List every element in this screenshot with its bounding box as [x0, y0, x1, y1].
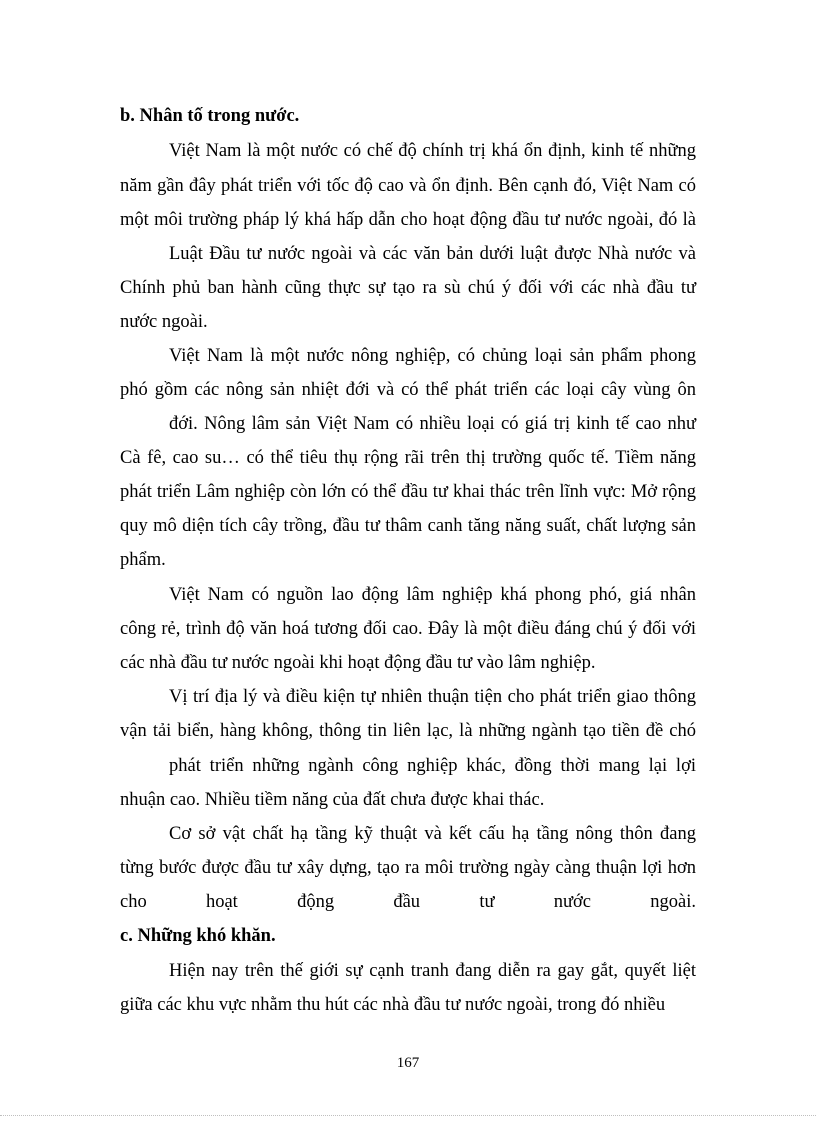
paragraph-line: đới. Nông lâm sản Việt Nam có nhiều loại có giá trị kinh tế cao như	[169, 414, 696, 434]
paragraph-line: vận tải biển, hàng không, thông tin liên lạc, là những ngành tạo tiền đề chó	[120, 721, 696, 741]
paragraph-line: phát triển Lâm nghiệp còn lớn có thể đầu tư khai thác trên lĩnh vực: Mở rộng	[120, 482, 696, 502]
paragraph-line: Việt Nam có nguồn lao động lâm nghiệp khá phong phó, giá nhân	[169, 585, 696, 605]
paragraph-line: phẩm.	[120, 550, 166, 570]
footer-divider	[0, 1115, 816, 1116]
paragraph-line: phó gồm các nông sản nhiệt đới và có thể phát triển các loại cây vùng ôn	[120, 380, 696, 400]
paragraph-line: năm gần đây phát triển với tốc độ cao và ổn định. Bên cạnh đó, Việt Nam có	[120, 176, 696, 196]
paragraph-line: từng bước được đầu tư xây dựng, tạo ra môi trường ngày càng thuận lợi hơn	[120, 858, 696, 878]
paragraph-line: Việt Nam là một nước nông nghiệp, có chủng loại sản phẩm phong	[169, 346, 696, 366]
paragraph-line: cho hoạt động đầu tư nước ngoài.	[120, 892, 696, 912]
paragraph-line: quy mô diện tích cây trồng, đầu tư thâm canh tăng năng suất, chất lượng sản	[120, 516, 696, 536]
paragraph-line: Hiện nay trên thế giới sự cạnh tranh đang diễn ra gay gắt, quyết liệt	[169, 961, 696, 981]
paragraph-line: các nhà đầu tư nước ngoài khi hoạt động đầu tư vào lâm nghiệp.	[120, 653, 596, 673]
page-number: 167	[396, 1055, 420, 1071]
paragraph-line: Luật Đầu tư nước ngoài và các văn bản dưới luật được Nhà nước và	[169, 244, 696, 264]
paragraph-line: Vị trí địa lý và điều kiện tự nhiên thuận tiện cho phát triển giao thông	[169, 687, 696, 707]
paragraph-line: Cơ sở vật chất hạ tầng kỹ thuật và kết cấu hạ tầng nông thôn đang	[169, 824, 696, 844]
heading-difficulties: c. Những khó khăn.	[120, 926, 276, 946]
paragraph-line: phát triển những ngành công nghiệp khác, đồng thời mang lại lợi	[169, 756, 696, 776]
paragraph-line: Việt Nam là một nước có chế độ chính trị khá ổn định, kinh tế những	[169, 141, 696, 161]
heading-domestic-factors: b. Nhân tố trong nước.	[120, 106, 300, 126]
paragraph-line: công rẻ, trình độ văn hoá tương đối cao. Đây là một điều đáng chú ý đối với	[120, 619, 696, 639]
paragraph-line: nước ngoài.	[120, 312, 208, 332]
paragraph-line: giữa các khu vực nhằm thu hút các nhà đầu tư nước ngoài, trong đó nhiều	[120, 995, 666, 1015]
paragraph-line: một môi trường pháp lý khá hấp dẫn cho hoạt động đầu tư nước ngoài, đó là	[120, 210, 696, 230]
paragraph-line: Cà fê, cao su… có thể tiêu thụ rộng rãi trên thị trường quốc tế. Tiềm năng	[120, 448, 696, 468]
paragraph-line: nhuận cao. Nhiều tiềm năng của đất chưa được khai thác.	[120, 790, 545, 810]
paragraph-line: Chính phủ ban hành cũng thực sự tạo ra sù chú ý đối với các nhà đầu tư	[120, 278, 696, 298]
